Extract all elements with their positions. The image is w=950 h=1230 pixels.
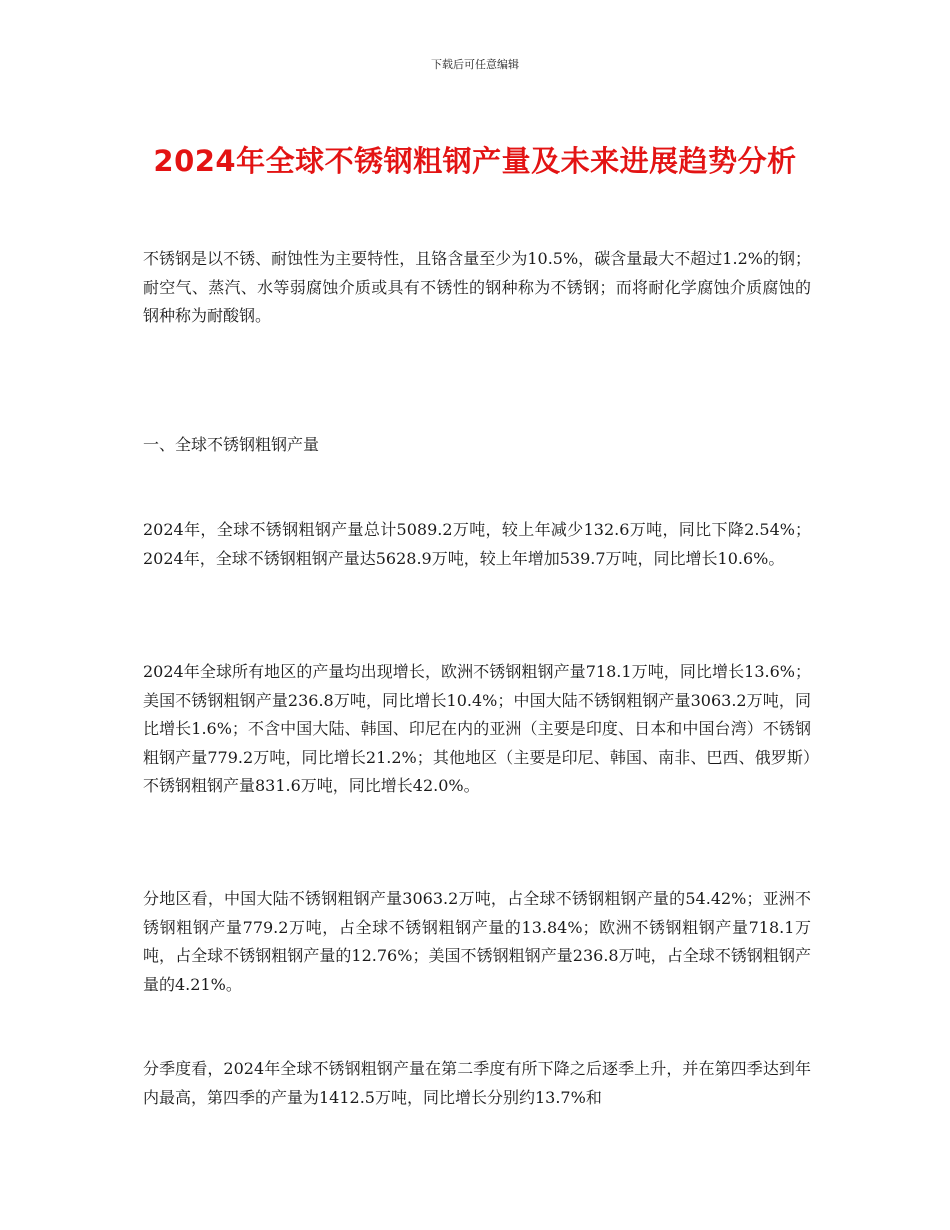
total-production-paragraph: 2024年，全球不锈钢粗钢产量总计5089.2万吨，较上年减少132.6万吨，同比下降2.54%；2024年，全球不锈钢粗钢产量达5628.9万吨，较上年增加539.7万吨，同比增长10.6%。 bbox=[143, 520, 811, 568]
regional-share-paragraph: 分地区看，中国大陆不锈钢粗钢产量3063.2万吨，占全球不锈钢粗钢产量的54.42%；亚洲不锈钢粗钢产量779.2万吨，占全球不锈钢粗钢产量的13.84%；欧洲不锈钢粗钢产量718.1万吨，占全球不锈钢粗钢产量的12.76%；美国不锈钢粗钢产量236.8万吨，占全球不锈钢粗钢产量的4.21%。 bbox=[143, 889, 811, 994]
header-note: 下载后可任意编辑 bbox=[431, 58, 519, 71]
intro-paragraph: 不锈钢是以不锈、耐蚀性为主要特性，且铬含量至少为10.5%，碳含量最大不超过1.2%的钢；耐空气、蒸汽、水等弱腐蚀介质或具有不锈性的钢种称为不锈钢；而将耐化学腐蚀介质腐蚀的钢种称为耐酸钢。 bbox=[143, 249, 811, 325]
regional-growth-paragraph: 2024年全球所有地区的产量均出现增长，欧洲不锈钢粗钢产量718.1万吨，同比增长13.6%；美国不锈钢粗钢产量236.8万吨，同比增长10.4%；中国大陆不锈钢粗钢产量3063.2万吨，同比增长1.6%；不含中国大陆、韩国、印尼在内的亚洲（主要是印度、日本和中国台湾）不锈钢粗钢产量779.2万吨，同比增长21.2%；其他地区（主要是印尼、韩国、南非、巴西、俄罗斯）不锈钢粗钢产量831.6万吨，同比增长42.0%。 bbox=[143, 662, 811, 795]
document-title: 2024年全球不锈钢粗钢产量及未来进展趋势分析 bbox=[153, 144, 797, 178]
quarterly-paragraph: 分季度看，2024年全球不锈钢粗钢产量在第二季度有所下降之后逐季上升，并在第四季达到年内最高，第四季的产量为1412.5万吨，同比增长分别约13.7%和 bbox=[143, 1059, 811, 1107]
section-heading: 一、全球不锈钢粗钢产量 bbox=[143, 435, 320, 454]
